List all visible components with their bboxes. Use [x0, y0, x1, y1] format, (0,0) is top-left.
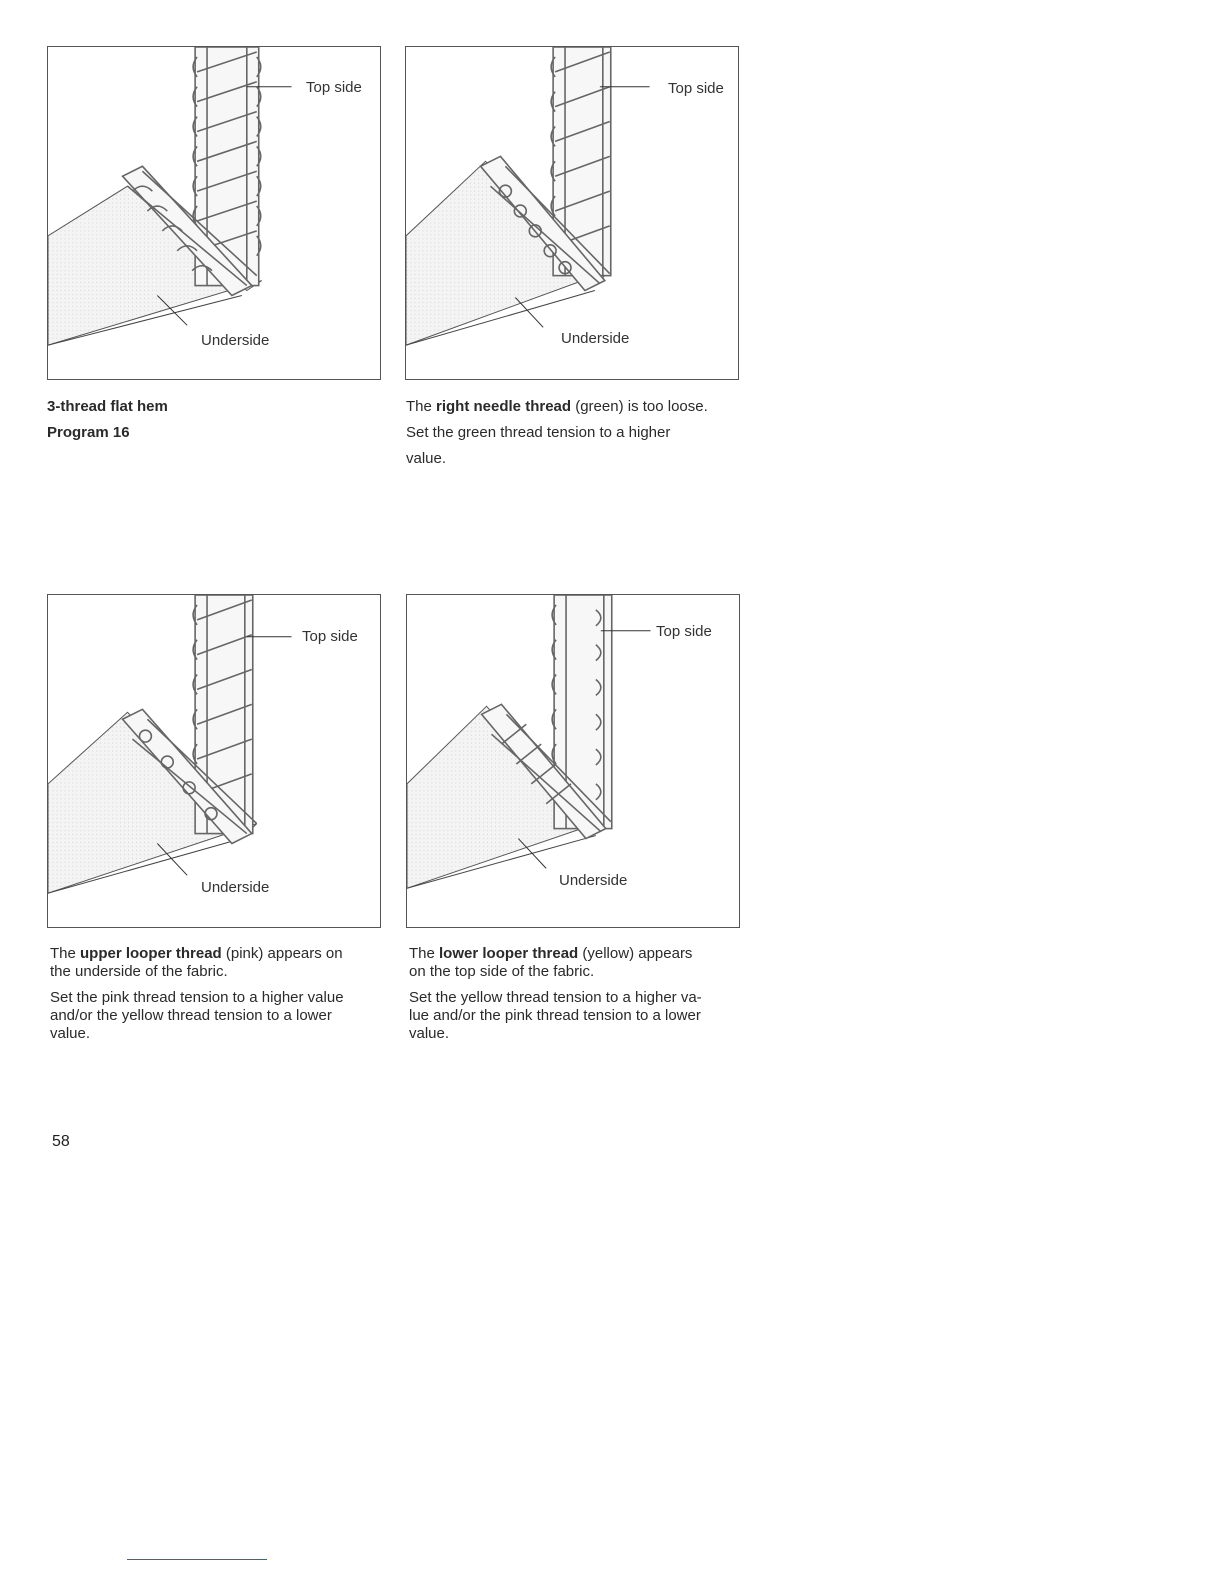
caption-paragraph-2: Set the yellow thread tension to a higher va- lue and/or the pink thread tension to a lower value.	[409, 989, 702, 1042]
stitch-illustration	[48, 47, 380, 379]
caption-program: Program 16	[47, 424, 130, 441]
top-side-label: Top side	[306, 79, 362, 96]
top-side-label: Top side	[656, 623, 712, 640]
figure-panel-balanced	[47, 46, 381, 380]
underside-label: Underside	[561, 330, 630, 347]
underside-label: Underside	[559, 872, 628, 889]
caption-line-3: value.	[406, 450, 447, 467]
caption-lower-looper	[409, 945, 749, 1051]
top-side-label: Top side	[668, 80, 724, 97]
page-number: 58	[52, 1133, 70, 1150]
emphasis: right needle thread	[436, 398, 572, 415]
emphasis: lower looper thread	[439, 945, 579, 962]
underside-label: Underside	[201, 879, 270, 896]
figure-panel-lower-looper	[406, 594, 740, 928]
caption-flat-hem	[47, 394, 168, 446]
caption-upper-looper	[50, 945, 390, 1051]
caption-line-2: Set the green thread tension to a higher	[406, 424, 671, 441]
caption-paragraph-1: The lower looper thread (yellow) appears on the top side of the fabric.	[409, 945, 693, 980]
caption-paragraph-2: Set the pink thread tension to a higher value and/or the yellow thread tension to a lower value.	[50, 989, 344, 1042]
caption-paragraph-1: The upper looper thread (pink) appears on the underside of the fabric.	[50, 945, 343, 980]
underside-label: Underside	[201, 332, 270, 349]
figure-panel-upper-looper	[47, 594, 381, 928]
caption-title: 3-thread flat hem	[47, 398, 168, 415]
emphasis: upper looper thread	[80, 945, 222, 962]
footer-divider	[127, 1559, 267, 1560]
top-side-label: Top side	[302, 628, 358, 645]
caption-needle-loose	[406, 394, 746, 472]
caption-line-1: The right needle thread (green) is too loose.	[406, 398, 708, 415]
figure-panel-needle-loose	[405, 46, 739, 380]
